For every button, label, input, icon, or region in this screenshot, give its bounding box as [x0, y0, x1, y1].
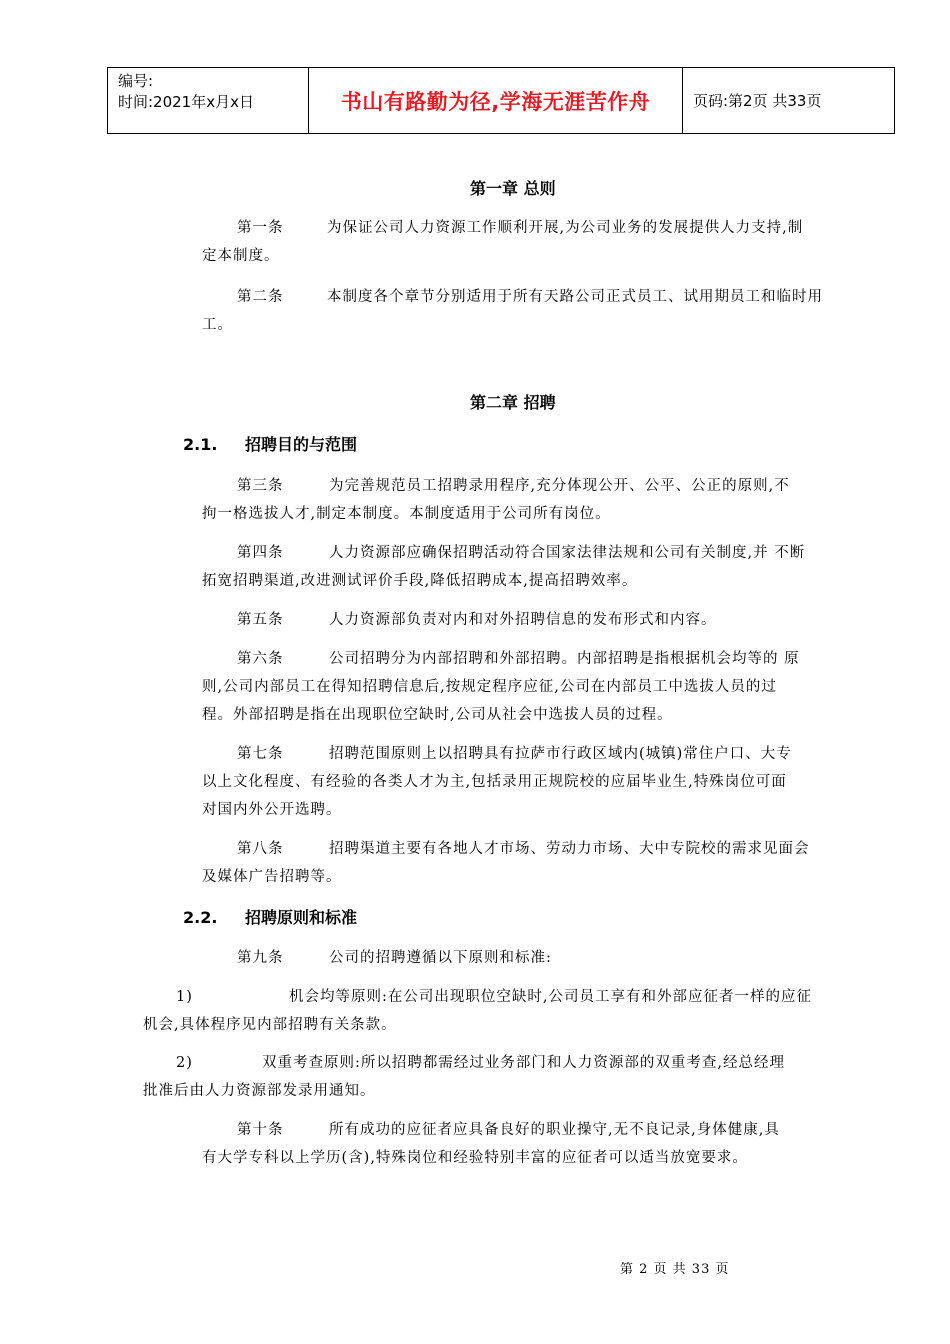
page-label: 页码:第2页 共33页: [693, 92, 822, 110]
time-label: 时间:2021年x月x日: [118, 93, 254, 111]
article-label: 第四条: [237, 545, 284, 561]
list-item-text: 双重考查原则:所以招聘都需经过业务部门和人力资源部的双重考查,经总经理: [262, 1055, 785, 1071]
article-text: 对国内外公开选聘。: [202, 802, 342, 818]
article-line: [237, 946, 552, 967]
article-line: [237, 541, 805, 562]
article-text: 程。外部招聘是指在出现职位空缺时,公司从社会中选拔人员的过程。: [202, 707, 673, 723]
motto: 书山有路勤为径,学海无涯苦作舟: [309, 68, 683, 133]
article-line: [237, 837, 810, 858]
list-item-line: [176, 985, 812, 1006]
section-number: 2.1.: [183, 435, 218, 454]
list-item-label: 1): [176, 989, 193, 1005]
article-line: [237, 742, 792, 763]
list-item-text: 批准后由人力资源部发录用通知。: [143, 1083, 376, 1099]
chapter-title: 第二章 招聘: [470, 393, 556, 412]
article-text: 有大学专科以上学历(含),特殊岗位和经验特别丰富的应征者可以适当放宽要求。: [202, 1150, 748, 1166]
article-text: 公司招聘分为内部招聘和外部招聘。内部招聘是指根据机会均等的 原: [329, 651, 800, 667]
chapter-title: 第一章 总则: [470, 179, 556, 198]
header-table: [107, 67, 895, 134]
list-item-label: 2): [176, 1055, 193, 1071]
article-text: 所有成功的应征者应具备良好的职业操守,无不良记录,身体健康,具: [329, 1122, 780, 1138]
article-label: 第七条: [237, 746, 284, 762]
article-line: [237, 216, 803, 237]
article-label: 第三条: [237, 478, 284, 494]
section-number: 2.2.: [183, 908, 218, 927]
article-line: [237, 474, 790, 495]
section-title: 招聘目的与范围: [245, 435, 358, 454]
article-text: 公司的招聘遵循以下原则和标准:: [329, 950, 552, 966]
page-footer: 第 2 页 共 33 页: [620, 1262, 730, 1277]
article-label: 第六条: [237, 651, 284, 667]
list-item-text: 机会均等原则:在公司出现职位空缺时,公司员工享有和外部应征者一样的应征: [289, 989, 812, 1005]
article-line: [237, 285, 823, 306]
article-text: 人力资源部负责对内和对外招聘信息的发布形式和内容。: [329, 612, 717, 628]
article-label: 第十条: [237, 1122, 284, 1138]
section-heading: [183, 432, 357, 455]
article-text: 定本制度。: [202, 248, 280, 264]
article-text: 工。: [202, 317, 233, 333]
article-text: 则,公司内部员工在得知招聘信息后,按规定程序应征,公司在内部员工中选拔人员的过: [202, 679, 777, 695]
list-item-text: 机会,具体程序见内部招聘有关条款。: [143, 1017, 397, 1033]
article-text: 拘一格选拔人才,制定本制度。本制度适用于公司所有岗位。: [202, 506, 611, 522]
article-label: 第一条: [237, 220, 284, 236]
article-label: 第八条: [237, 841, 284, 857]
article-text: 为保证公司人力资源工作顺利开展,为公司业务的发展提供人力支持,制: [327, 220, 804, 236]
article-text: 本制度各个章节分别适用于所有天路公司正式员工、试用期员工和临时用: [327, 289, 823, 305]
article-label: 第二条: [237, 289, 284, 305]
section-heading: [183, 905, 357, 928]
article-label: 第九条: [237, 950, 284, 966]
list-item-line: [176, 1051, 785, 1072]
article-text: 招聘范围原则上以招聘具有拉萨市行政区域内(城镇)常住户口、大专: [329, 746, 792, 762]
article-text: 拓宽招聘渠道,改进测试评价手段,降低招聘成本,提高招聘效率。: [202, 573, 638, 589]
article-text: 为完善规范员工招聘录用程序,充分体现公开、公平、公正的原则,不: [329, 478, 790, 494]
article-line: [237, 1118, 780, 1139]
number-label: 编号:: [118, 72, 154, 90]
article-line: [237, 647, 800, 668]
section-title: 招聘原则和标准: [245, 908, 358, 927]
article-text: 以上文化程度、有经验的各类人才为主,包括录用正规院校的应届毕业生,特殊岗位可面: [202, 774, 787, 790]
article-text: 及媒体广告招聘等。: [202, 869, 342, 885]
article-line: [237, 608, 717, 629]
article-label: 第五条: [237, 612, 284, 628]
article-text: 招聘渠道主要有各地人才市场、劳动力市场、大中专院校的需求见面会: [329, 841, 810, 857]
article-text: 人力资源部应确保招聘活动符合国家法律法规和公司有关制度,并 不断: [329, 545, 806, 561]
header-info-cell: [108, 68, 309, 133]
